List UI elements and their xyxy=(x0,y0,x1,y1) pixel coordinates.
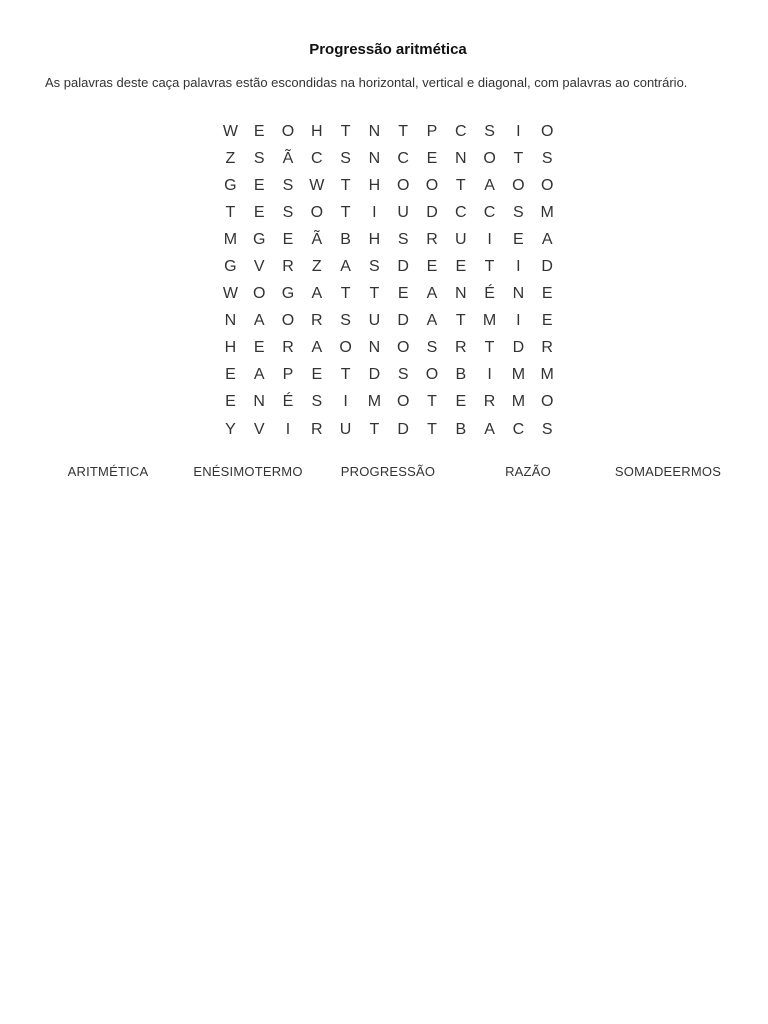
grid-cell: E xyxy=(397,285,409,303)
grid-cell: E xyxy=(426,258,438,276)
grid-cell: I xyxy=(372,203,377,221)
grid-cell: Z xyxy=(225,149,236,167)
grid-cell: T xyxy=(340,122,351,140)
page-title: Progressão aritmética xyxy=(309,41,467,58)
grid-cell: T xyxy=(369,420,380,438)
grid-cell: É xyxy=(282,393,294,411)
grid-cell: W xyxy=(222,285,238,303)
grid-cell: S xyxy=(541,149,553,167)
grid-cell: G xyxy=(224,258,237,276)
grid-cell: I xyxy=(285,420,291,438)
word-list-item: ENÉSIMOTERMO xyxy=(193,464,303,479)
grid-cell: V xyxy=(253,258,265,276)
grid-cell: E xyxy=(541,312,553,330)
grid-cell: T xyxy=(513,149,524,167)
grid-cell: Ã xyxy=(311,230,323,248)
grid-cell: R xyxy=(282,339,294,357)
grid-cell: O xyxy=(396,339,410,357)
grid-cell: Ã xyxy=(282,149,294,167)
grid-cell: S xyxy=(340,149,351,167)
grid-cell: M xyxy=(223,230,238,248)
grid-cell: O xyxy=(540,393,554,411)
grid-cell: S xyxy=(484,122,495,140)
grid-cell: O xyxy=(396,176,410,194)
grid-cell: B xyxy=(340,230,351,248)
grid-cell: P xyxy=(282,366,294,384)
grid-cell: A xyxy=(311,339,323,357)
grid-cell: W xyxy=(309,176,325,194)
grid-cell: E xyxy=(282,230,294,248)
grid-cell: I xyxy=(516,312,521,330)
grid-cell: O xyxy=(425,366,439,384)
grid-cell: G xyxy=(252,230,266,248)
grid-cell: C xyxy=(512,420,525,438)
grid-cell: A xyxy=(484,420,495,438)
grid-cell: V xyxy=(253,420,265,438)
grid-cell: O xyxy=(512,176,525,194)
grid-cell: S xyxy=(541,420,553,438)
grid-cell: R xyxy=(483,393,496,411)
grid-cell: H xyxy=(224,339,237,357)
grid-cell: I xyxy=(343,393,348,411)
grid-cell: O xyxy=(310,203,324,221)
word-list-item: PROGRESSÃO xyxy=(340,464,436,479)
grid-cell: D xyxy=(541,258,553,276)
grid-cell: E xyxy=(541,285,553,303)
grid-cell: T xyxy=(484,339,495,357)
grid-cell: E xyxy=(455,393,467,411)
grid-cell: T xyxy=(340,176,351,194)
grid-cell: I xyxy=(516,258,521,276)
grid-cell: C xyxy=(483,203,496,221)
grid-cell: H xyxy=(368,230,381,248)
grid-cell: D xyxy=(397,258,409,276)
grid-cell: R xyxy=(311,312,323,330)
grid-cell: B xyxy=(455,420,467,438)
grid-cell: S xyxy=(253,149,265,167)
grid-cell: T xyxy=(340,285,351,303)
grid-cell: S xyxy=(513,203,524,221)
grid-cell: S xyxy=(426,339,438,357)
word-list-item: RAZÃO xyxy=(505,464,551,479)
grid-cell: O xyxy=(540,122,554,140)
grid-cell: U xyxy=(454,230,467,248)
grid-cell: A xyxy=(426,312,438,330)
grid-cell: C xyxy=(397,149,409,167)
grid-cell: G xyxy=(224,176,237,194)
grid-cell: O xyxy=(281,122,295,140)
grid-cell: T xyxy=(340,366,351,384)
grid-cell: E xyxy=(426,149,438,167)
grid-cell: I xyxy=(487,366,492,384)
grid-cell: D xyxy=(368,366,381,384)
grid-cell: N xyxy=(368,122,381,140)
letter-grid xyxy=(216,118,562,443)
grid-cell: B xyxy=(455,366,467,384)
grid-cell: A xyxy=(484,176,495,194)
grid-cell: A xyxy=(541,230,553,248)
grid-cell: M xyxy=(540,203,554,221)
grid-cell: T xyxy=(427,420,437,438)
grid-cell: D xyxy=(397,312,409,330)
grid-cell: U xyxy=(368,312,381,330)
grid-cell: T xyxy=(484,258,495,276)
grid-cell: C xyxy=(311,149,323,167)
word-list-item: SOMADEERMOS xyxy=(614,464,722,479)
grid-cell: N xyxy=(512,285,525,303)
grid-cell: T xyxy=(455,312,466,330)
grid-cell: C xyxy=(454,122,467,140)
grid-cell: C xyxy=(454,203,467,221)
grid-cell: I xyxy=(516,122,521,140)
grid-cell: S xyxy=(311,393,323,411)
grid-cell: R xyxy=(282,258,294,276)
grid-cell: N xyxy=(368,149,381,167)
grid-cell: A xyxy=(253,366,265,384)
grid-cell: N xyxy=(454,285,467,303)
grid-cell: E xyxy=(253,176,265,194)
grid-cell: O xyxy=(425,176,439,194)
grid-cell: M xyxy=(540,366,554,384)
grid-cell: O xyxy=(252,285,266,303)
grid-cell: M xyxy=(482,312,497,330)
grid-cell: O xyxy=(339,339,352,357)
grid-cell: E xyxy=(253,339,265,357)
grid-cell: S xyxy=(397,366,409,384)
grid-cell: T xyxy=(455,176,466,194)
grid-cell: H xyxy=(311,122,323,140)
grid-cell: R xyxy=(426,230,438,248)
grid-cell: E xyxy=(253,203,265,221)
grid-cell: D xyxy=(397,420,409,438)
grid-cell: S xyxy=(397,230,409,248)
grid-cell: S xyxy=(282,203,294,221)
grid-cell: T xyxy=(340,203,351,221)
grid-cell: O xyxy=(540,176,554,194)
grid-cell: G xyxy=(281,285,295,303)
grid-cell: H xyxy=(368,176,381,194)
grid-cell: U xyxy=(339,420,352,438)
grid-cell: S xyxy=(369,258,380,276)
grid-cell: T xyxy=(369,285,380,303)
grid-cell: M xyxy=(511,393,526,411)
grid-cell: M xyxy=(511,366,526,384)
grid-cell: Y xyxy=(225,420,236,438)
grid-cell: W xyxy=(222,122,238,140)
grid-cell: Z xyxy=(311,258,322,276)
grid-cell: D xyxy=(512,339,525,357)
grid-cell: P xyxy=(426,122,438,140)
word-list-item: ARITMÉTICA xyxy=(67,464,149,479)
word-list xyxy=(38,464,738,479)
grid-cell: D xyxy=(426,203,438,221)
grid-cell: O xyxy=(483,149,496,167)
grid-cell: E xyxy=(225,366,236,384)
grid-cell: N xyxy=(454,149,467,167)
grid-cell: O xyxy=(281,312,295,330)
grid-cell: S xyxy=(282,176,294,194)
grid-cell: T xyxy=(427,393,437,411)
grid-cell: T xyxy=(225,203,236,221)
grid-cell: U xyxy=(397,203,409,221)
grid-cell: N xyxy=(224,312,237,330)
grid-cell: A xyxy=(311,285,323,303)
grid-cell: M xyxy=(367,393,382,411)
grid-cell: A xyxy=(426,285,438,303)
grid-cell: O xyxy=(396,393,410,411)
grid-cell: E xyxy=(225,393,236,411)
grid-cell: E xyxy=(311,366,323,384)
grid-cell: É xyxy=(484,285,495,303)
grid-cell: I xyxy=(487,230,492,248)
grid-cell: R xyxy=(311,420,323,438)
grid-cell: R xyxy=(541,339,553,357)
grid-cell: E xyxy=(455,258,467,276)
grid-cell: R xyxy=(454,339,467,357)
grid-cell: E xyxy=(513,230,524,248)
grid-cell: A xyxy=(253,312,265,330)
grid-cell: N xyxy=(368,339,381,357)
grid-cell: A xyxy=(340,258,351,276)
instructions-text: As palavras deste caça palavras estão escondidas na horizontal, vertical e diagonal, com palavras ao contrário. xyxy=(45,75,688,90)
grid-cell: N xyxy=(253,393,265,411)
grid-cell: E xyxy=(253,122,265,140)
grid-cell: T xyxy=(398,122,409,140)
grid-cell: S xyxy=(340,312,351,330)
